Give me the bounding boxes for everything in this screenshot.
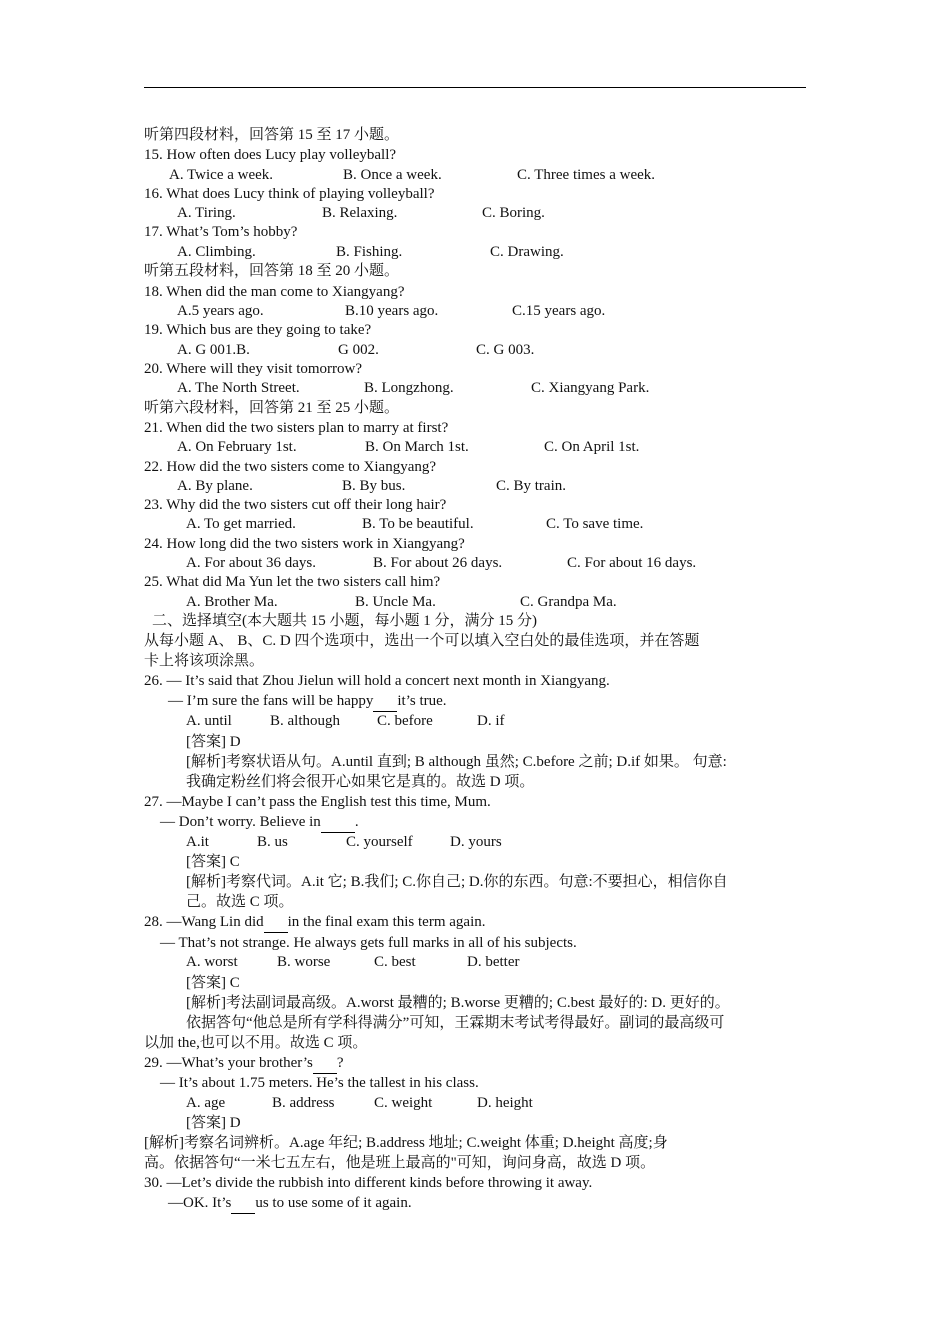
option-c: C. yourself (346, 834, 413, 850)
header-rule (144, 87, 806, 88)
option-c: C. Three times a week. (517, 167, 656, 183)
question-30-reply (168, 1194, 412, 1214)
option-b: B. Once a week. (343, 167, 442, 183)
part-2-title: 二、选择填空(本大题共 15 小题，每小题 1 分，满分 15 分) (152, 613, 537, 629)
question-27: 27. —Maybe I can’t pass the English test this time, Mum. (144, 794, 491, 810)
question-28-explanation-2: 依据答句“他总是所有学科得满分”可知，王霖期末考试考得最好。副词的最高级可 (186, 1015, 725, 1031)
option-c: C. By train. (496, 478, 566, 494)
question-28-explanation-3: 以加 the,也可以不用。故选 C 项。 (144, 1035, 368, 1051)
option-a: A. The North Street. (177, 380, 300, 396)
option-a: A. Brother Ma. (186, 594, 278, 610)
option-c: C. G 003. (476, 342, 535, 358)
option-c: C. before (377, 713, 433, 729)
option-b: B. Uncle Ma. (355, 594, 436, 610)
option-c: C. Grandpa Ma. (520, 594, 617, 610)
option-a: A. To get married. (186, 516, 296, 532)
option-a: A. For about 36 days. (186, 555, 316, 571)
question-text-before: 28. —Wang Lin did (144, 914, 264, 930)
question-text-after: in the final exam this term again. (287, 914, 486, 930)
option-c: C. best (374, 954, 416, 970)
question-18: 18. When did the man come to Xiangyang? (144, 284, 405, 300)
question-30: 30. —Let’s divide the rubbish into different kinds before throwing it away. (144, 1175, 593, 1191)
option-a: A. Tiring. (177, 205, 236, 221)
question-17: 17. What’s Tom’s hobby? (144, 224, 298, 240)
question-28-explanation-1: [解析]考法副词最高级。A.worst 最糟的; B.worse 更糟的; C.best 最好的: D. 更好的。 (186, 995, 730, 1011)
fill-in-blank (373, 692, 397, 712)
option-a: A. Climbing. (177, 244, 256, 260)
option-b: B. worse (277, 954, 331, 970)
reply-text-after: it’s true. (397, 693, 447, 709)
option-b: B. On March 1st. (365, 439, 469, 455)
reply-text-after: us to use some of it again. (255, 1195, 412, 1211)
question-22: 22. How did the two sisters come to Xiangyang? (144, 459, 437, 475)
part-2-instruction-line-1: 从每小题 A、 B、C. D 四个选项中，选出一个可以填入空白处的最佳选项，并在答题 (144, 633, 700, 649)
option-a: A. worst (186, 954, 238, 970)
option-b: B. By bus. (342, 478, 406, 494)
question-27-reply (160, 813, 359, 833)
question-19: 19. Which bus are they going to take? (144, 322, 372, 338)
option-d: D. height (477, 1095, 533, 1111)
section-5-heading: 听第五段材料，回答第 18 至 20 小题。 (144, 263, 400, 279)
fill-in-blank (321, 813, 355, 833)
question-26-explanation-2: 我确定粉丝们将会很开心如果它是真的。故选 D 项。 (186, 774, 535, 790)
question-text-after: ? (336, 1055, 344, 1071)
option-b: B.10 years ago. (345, 303, 439, 319)
option-a: A. until (186, 713, 232, 729)
question-20: 20. Where will they visit tomorrow? (144, 361, 363, 377)
question-29 (144, 1054, 344, 1074)
option-a: A. age (186, 1095, 226, 1111)
question-16: 16. What does Lucy think of playing volleyball? (144, 186, 435, 202)
fill-in-blank (313, 1054, 337, 1074)
section-6-heading: 听第六段材料，回答第 21 至 25 小题。 (144, 400, 400, 416)
option-b: B. although (270, 713, 340, 729)
question-26-answer: [答案] D (186, 734, 241, 750)
reply-text-before: — Don’t worry. Believe in (160, 814, 321, 830)
question-27-explanation-1: [解析]考察代词。A.it 它; B.我们; C.你自己; D.你的东西。句意:不要担心，相信你自 (186, 874, 728, 890)
question-26-explanation-1: [解析]考察状语从句。A.until 直到; B although 虽然; C.before 之前; D.if 如果。 句意: (186, 754, 727, 770)
question-text-before: 29. —What’s your brother’s (144, 1055, 313, 1071)
option-a: A.it (186, 834, 209, 850)
option-c: C. For about 16 days. (567, 555, 697, 571)
question-26: 26. — It’s said that Zhou Jielun will hold a concert next month in Xiangyang. (144, 673, 610, 689)
option-a: A.5 years ago. (177, 303, 264, 319)
option-c: C.15 years ago. (512, 303, 606, 319)
option-c: C. Xiangyang Park. (531, 380, 650, 396)
part-2-instruction-line-2: 卡上将该项涂黑。 (144, 653, 265, 669)
question-29-explanation-2: 高。依据答句“一米七五左右，他是班上最高的"可知，询问身高，故选 D 项。 (144, 1155, 656, 1171)
question-25: 25. What did Ma Yun let the two sisters call him? (144, 574, 441, 590)
option-d: D. yours (450, 834, 502, 850)
option-a: A. On February 1st. (177, 439, 297, 455)
question-24: 24. How long did the two sisters work in Xiangyang? (144, 536, 465, 552)
question-23: 23. Why did the two sisters cut off their long hair? (144, 497, 447, 513)
question-28 (144, 913, 485, 933)
option-c: C. On April 1st. (544, 439, 640, 455)
option-b: B. For about 26 days. (373, 555, 503, 571)
option-b: B. us (257, 834, 288, 850)
option-b: B. address (272, 1095, 335, 1111)
question-28-reply: — That’s not strange. He always gets full marks in all of his subjects. (160, 935, 577, 951)
fill-in-blank (231, 1194, 255, 1214)
reply-text-after: . (354, 814, 359, 830)
question-28-answer: [答案] C (186, 975, 240, 991)
option-c: C. To save time. (546, 516, 644, 532)
question-27-answer: [答案] C (186, 854, 240, 870)
option-c: C. Drawing. (490, 244, 564, 260)
reply-text-before: —OK. It’s (168, 1195, 232, 1211)
reply-text-before: — I’m sure the fans will be happy (168, 693, 374, 709)
option-a: A. G 001.B. (177, 342, 250, 358)
fill-in-blank (264, 913, 288, 933)
option-d: D. better (467, 954, 520, 970)
option-b: B. Relaxing. (322, 205, 398, 221)
option-d: D. if (477, 713, 505, 729)
question-27-explanation-2: 己。故选 C 项。 (186, 894, 294, 910)
question-26-reply (168, 692, 447, 712)
question-29-reply: — It’s about 1.75 meters. He’s the tallest in his class. (160, 1075, 479, 1091)
option-a: A. Twice a week. (169, 167, 274, 183)
question-15: 15. How often does Lucy play volleyball? (144, 147, 397, 163)
option-b: B. To be beautiful. (362, 516, 474, 532)
option-c: C. weight (374, 1095, 433, 1111)
option-b: B. Fishing. (336, 244, 403, 260)
option-a: A. By plane. (177, 478, 253, 494)
option-b: B. Longzhong. (364, 380, 454, 396)
question-21: 21. When did the two sisters plan to marry at first? (144, 420, 449, 436)
question-29-answer: [答案] D (186, 1115, 241, 1131)
section-4-heading: 听第四段材料，回答第 15 至 17 小题。 (144, 127, 400, 143)
option-c: C. Boring. (482, 205, 545, 221)
option-b: G 002. (338, 342, 379, 358)
question-29-explanation-1: [解析]考察名词辨析。A.age 年纪; B.address 地址; C.weight 体重; D.height 高度;身 (144, 1135, 668, 1151)
